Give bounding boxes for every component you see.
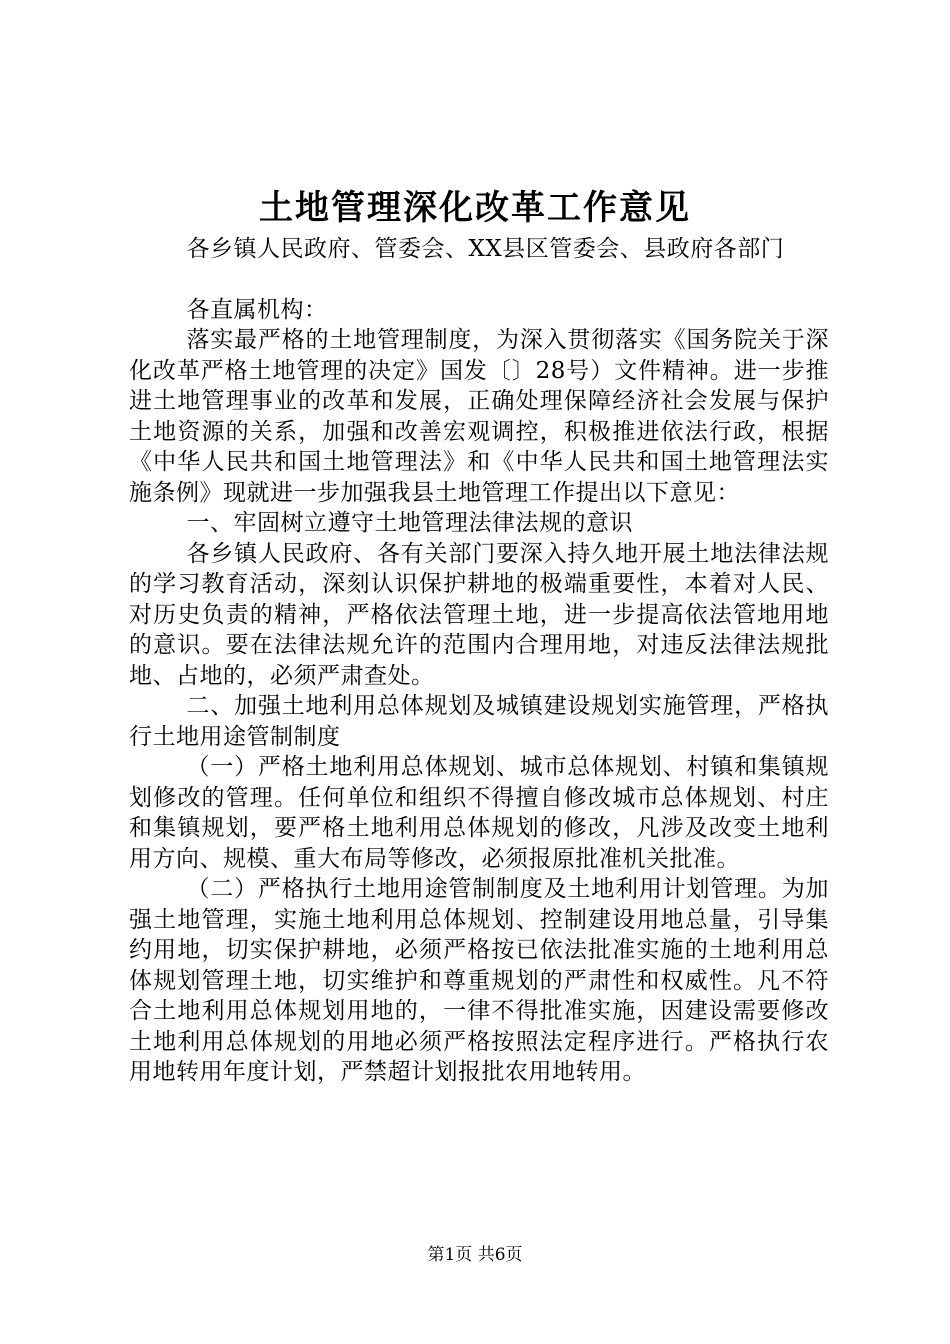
section-heading-1: 一、牢固树立遵守土地管理法律法规的意识 (186, 510, 633, 536)
section-2-item-2: （二）严格执行土地用途管制制度及土地利用计划管理。为加强土地管理，实施土地利用总体规划、控制建设用地总量，引导集约用地，切实保护耕地，必须严格按已依法批准实施的土地利用总体规划管理土地，切实维护和尊重规划的严肃性和权威性。凡不符合土地利用总体规划用地的，一律不得批准实施，因建设需要修改土地利用总体规划的用地必须严格按照法定程序进行。严格执行农用地转用年度计划，严禁超计划报批农用地转用。 (129, 876, 829, 1085)
intro-paragraph: 落实最严格的土地管理制度，为深入贯彻落实《国务院关于深化改革严格土地管理的决定》国发〔〕28号）文件精神。进一步推进土地管理事业的改革和发展，正确处理保障经济社会发展与保护土地资源的关系，加强和改善宏观调控，积极推进依法行政，根据《中华人民共和国土地管理法》和《中华人民共和国土地管理法实施条例》现就进一步加强我县土地管理工作提出以下意见： (129, 327, 829, 506)
section-2-item-1: （一）严格土地利用总体规划、城市总体规划、村镇和集镇规划修改的管理。任何单位和组织不得擅自修改城市总体规划、村庄和集镇规划，要严格土地利用总体规划的修改，凡涉及改变土地利用方向、规模、重大布局等修改，必须报原批准机关批准。 (129, 754, 829, 872)
addressee-continuation: 各直属机构： (186, 296, 328, 323)
document-body (129, 234, 829, 1088)
page-number-footer: 第1页 共6页 (427, 1245, 523, 1265)
section-1-paragraph: 各乡镇人民政府、各有关部门要深入持久地开展土地法律法规的学习教育活动，深刻认识保护耕地的极端重要性，本着对人民、对历史负责的精神，严格依法管理土地，进一步提高依法管地用地的意识。要在法律法规允许的范围内合理用地，对违反法律法规批地、占地的，必须严肃查处。 (129, 540, 829, 689)
section-heading-2: 二、加强土地利用总体规划及城镇建设规划实施管理，严格执行土地用途管制制度 (129, 693, 829, 750)
document-title: 土地管理深化改革工作意见 (259, 188, 691, 228)
addressee-line: 各乡镇人民政府、管委会、XX县区管委会、县政府各部门 (186, 236, 785, 262)
